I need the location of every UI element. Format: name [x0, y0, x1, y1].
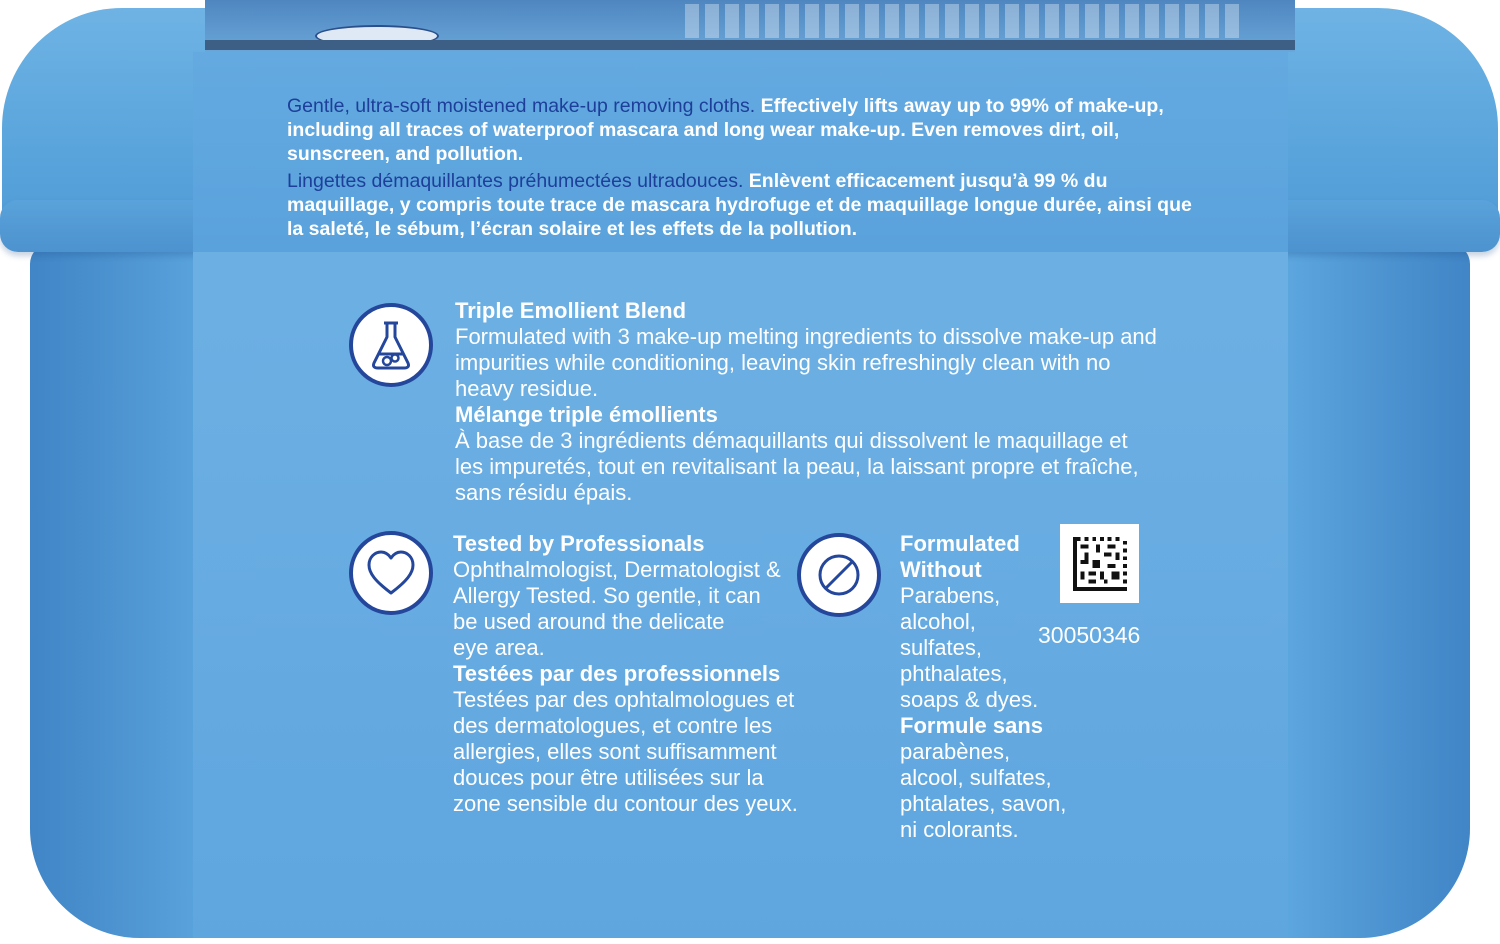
feature-tested-line-fr: des dermatologues, et contre les — [453, 713, 773, 738]
feature-blend-line: Formulated with 3 make-up melting ingredients to dissolve make-up and — [455, 324, 1157, 349]
feature-tested-line: eye area. — [453, 635, 545, 660]
feature-tested-title-fr: Testées par des professionnels — [453, 661, 781, 686]
feature-blend-title-fr: Mélange triple émollients — [455, 402, 718, 427]
mirrored-front-text — [685, 4, 1245, 38]
datamatrix-code-icon — [1060, 524, 1139, 603]
feature-tested-line-fr: douces pour être utilisées sur la — [453, 765, 764, 790]
feature-tested-line: Allergy Tested. So gentle, it can — [453, 583, 761, 608]
feature-tested-line: be used around the delicate — [453, 609, 725, 634]
intro-en-lead: Gentle, ultra-soft moistened make-up removing cloths. — [287, 95, 756, 117]
feature-tested-line-fr: zone sensible du contour des yeux. — [453, 791, 798, 816]
feature-without-line-fr: ni colorants. — [900, 817, 1019, 842]
heart-icon — [349, 531, 433, 615]
feature-blend-line: heavy residue. — [455, 376, 599, 401]
sleeve-top-strip — [205, 0, 1295, 52]
prohibited-icon — [797, 533, 881, 617]
feature-without-line-fr: alcool, sulfates, — [900, 765, 1052, 790]
container-shade-left — [30, 244, 210, 938]
feature-without-line: sulfates, — [900, 635, 982, 660]
feature-without-line-fr: phtalates, savon, — [900, 791, 1067, 816]
flask-icon — [349, 303, 433, 387]
intro-text — [287, 94, 1207, 241]
feature-tested — [453, 531, 798, 817]
feature-tested-title: Tested by Professionals — [453, 531, 705, 556]
feature-blend-title: Triple Emollient Blend — [455, 298, 687, 323]
container-shade-right — [1290, 244, 1470, 938]
feature-without-line: alcohol, — [900, 609, 976, 634]
feature-without-title: Formulated — [900, 531, 1020, 556]
feature-tested-line-fr: Testées par des ophtalmologues et — [453, 687, 795, 712]
feature-without-line: Parabens, — [900, 583, 1001, 608]
intro-fr — [287, 169, 1207, 241]
product-code: 30050346 — [1038, 622, 1141, 648]
feature-without-line: soaps & dyes. — [900, 687, 1039, 712]
intro-fr-body: Enlèvent efficacement jusqu’à 99 % du maquillage, y compris toute trace de mascara hydrofuge et de maquillage longue durée, ainsi que la saleté, le sébum, l’écran solaire et les effets de la pollution. — [287, 170, 1192, 240]
feature-without — [900, 531, 1066, 843]
feature-tested-line-fr: allergies, elles sont suffisamment — [453, 739, 777, 764]
intro-fr-lead: Lingettes démaquillantes préhumectées ultradouces. — [287, 170, 744, 192]
feature-without-line: phthalates, — [900, 661, 1008, 686]
feature-blend — [455, 298, 1157, 506]
feature-tested-line: Ophthalmologist, Dermatologist & — [453, 557, 781, 582]
sleeve-band — [205, 40, 1295, 50]
feature-blend-line-fr: les impuretés, tout en revitalisant la peau, la laissant propre et fraîche, — [455, 454, 1139, 479]
feature-without-title-fr: Formule sans — [900, 713, 1044, 738]
feature-blend-line: impurities while conditioning, leaving skin refreshingly clean with no — [455, 350, 1111, 375]
feature-without-title: Without — [900, 557, 982, 582]
feature-blend-line-fr: À base de 3 ingrédients démaquillants qui dissolvent le maquillage et — [455, 428, 1128, 453]
feature-without-line-fr: parabènes, — [900, 739, 1011, 764]
feature-blend-line-fr: sans résidu épais. — [455, 480, 633, 505]
intro-en-body: Effectively lifts away up to 99% of make-up, including all traces of waterproof mascara and long wear make-up. Even removes dirt, oil, sunscreen, and pollution. — [287, 95, 1164, 165]
intro-en — [287, 94, 1207, 166]
